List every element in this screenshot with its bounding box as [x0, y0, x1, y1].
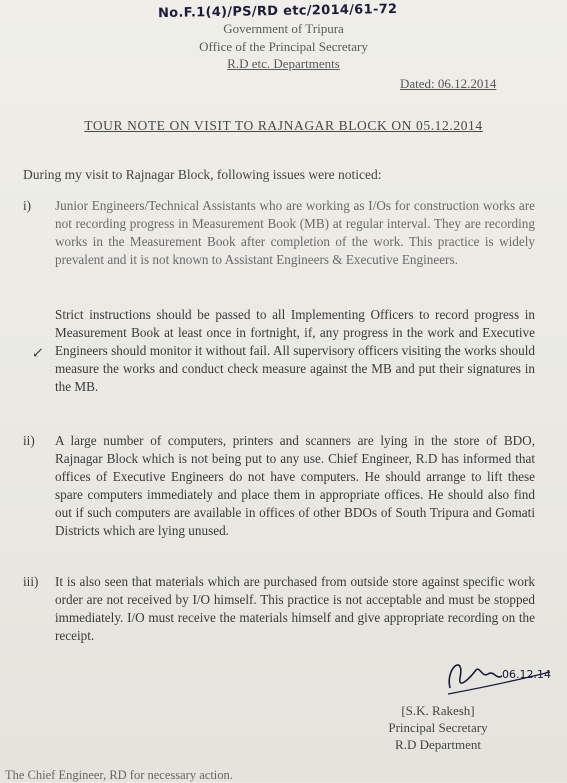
document-date: Dated: 06.12.2014	[400, 76, 497, 91]
item-number: i)	[23, 198, 32, 213]
item-number: iii)	[23, 574, 39, 589]
reference-number: No.F.1(4)/PS/RD etc/2014/61-72	[157, 1, 398, 22]
signature-date: 06.12.14	[502, 668, 551, 681]
handwritten-tick-mark: ↙	[32, 346, 44, 361]
signatory-designation: Principal Secretary	[388, 720, 488, 735]
header-department-text: R.D etc. Departments	[227, 56, 340, 71]
intro-paragraph: During my visit to Rajnagar Block, following issues were noticed:	[23, 167, 382, 182]
item-text: Junior Engineers/Technical Assistants who are working as I/Os for construction works are not recording progress in Measurement Book (MB) at regular interval. They are recording works in the Measurement Book after completion of the work. This practice is widely prevalent and it is not known to Assistant Engineers & Executive Engineers.	[55, 198, 535, 267]
header-office: Office of the Principal Secretary	[199, 39, 368, 54]
copy-to-line: The Chief Engineer, RD for necessary action.	[5, 768, 233, 782]
handwritten-signature	[440, 648, 560, 700]
header-government: Government of Tripura	[223, 21, 344, 36]
item-text: A large number of computers, printers and scanners are lying in the store of BDO, Rajnagar Block which is not being put to any use. Chief Engineer, R.D has informed that offices of Executive Engineers do not have computers. He should arrange to lift these spare computers immediately and place them in appropriate offices. He should also find out if such computers are available in offices of other BDOs of South Tripura and Gomati Districts which are lying unused.	[55, 433, 535, 538]
document-title: TOUR NOTE ON VISIT TO RAJNAGAR BLOCK ON 05.12.2014	[84, 118, 483, 133]
item-text: Strict instructions should be passed to all Implementing Officers to record progress in Measurement Book at least once in fortnight, if, any progress in the work and Executive Engineers should monitor it without fail. All supervisory officers visiting the works should measure the works and conduct check measure against the MB and put their signatures in the MB.	[55, 307, 535, 394]
header-department	[0, 56, 567, 72]
signatory-block	[378, 702, 498, 753]
item-number: ii)	[23, 433, 35, 448]
signatory-name: [S.K. Rakesh]	[401, 703, 475, 718]
item-text: It is also seen that materials which are purchased from outside store against specific work order are not received by I/O himself. This practice is not acceptable and must be stopped immediately. I/O must receive the materials himself and give appropriate recording on the receipt.	[55, 574, 535, 643]
signatory-department: R.D Department	[395, 737, 481, 752]
